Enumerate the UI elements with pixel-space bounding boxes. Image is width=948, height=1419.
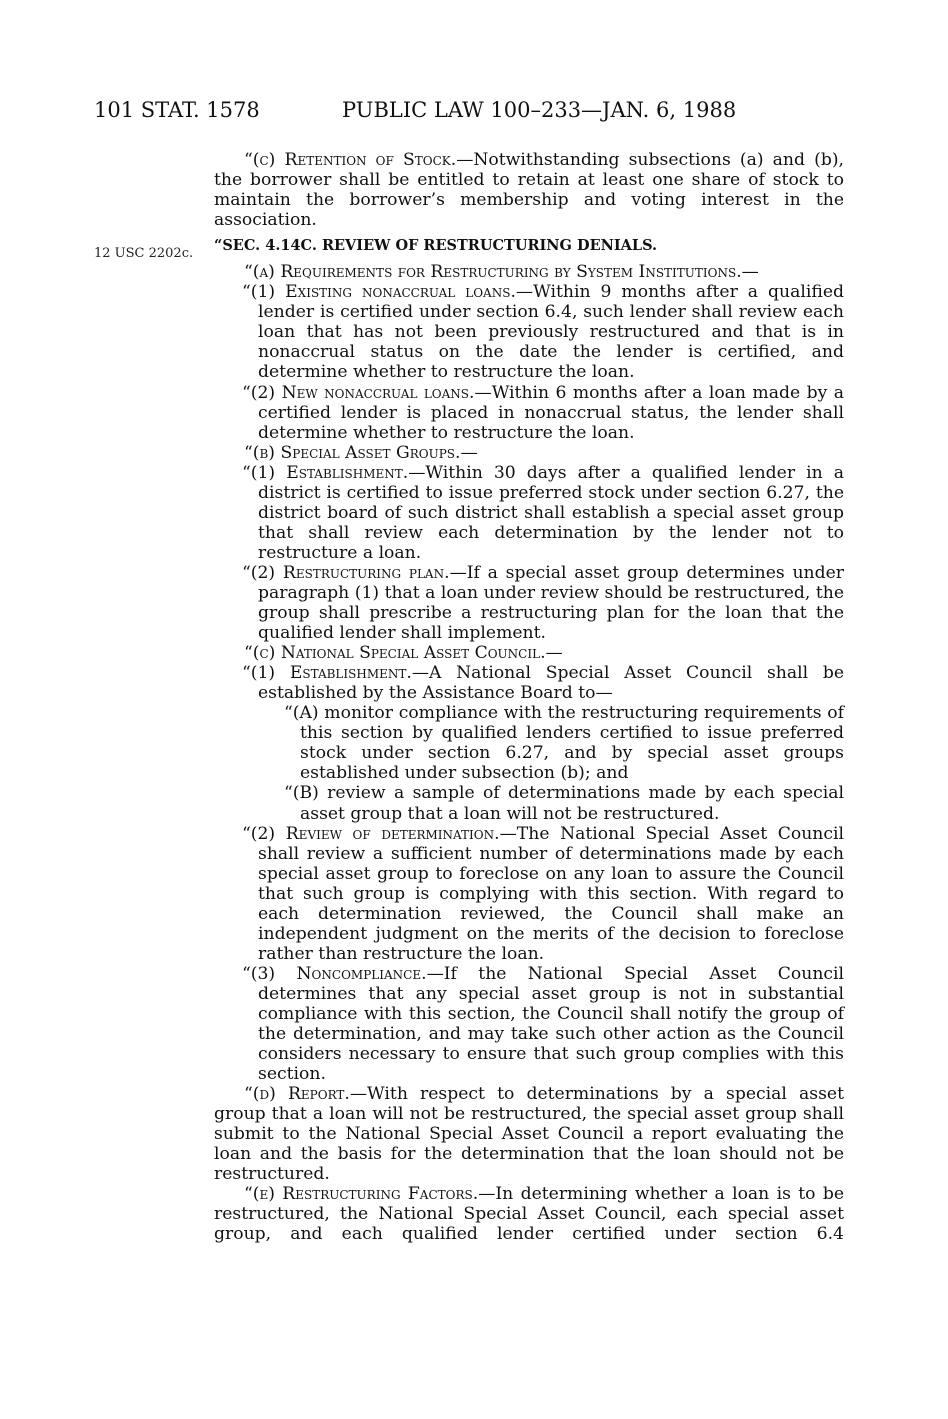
usc-margin-note: 12 USC 2202c. xyxy=(94,246,194,261)
paragraph-text: —The National Special Asset Council shall review a sufficient number of determinations made by each special asset group to foreclose on any loan to assure the Council that such group is complying with this section. With regard to each determination reviewed, the Council shall make an independent judgment on the merits of the decision to foreclose rather than restructure the loan. xyxy=(258,823,844,964)
paragraph-a2 xyxy=(214,383,844,443)
paragraph-text: —Within 30 days after a qualified lender in a district is certified to issue preferred stock under section 6.27, the district board of such district shall establish a special asset group that shall review each determination by the lender not to restructure a loan. xyxy=(258,462,845,563)
paragraph-c3 xyxy=(214,964,844,1084)
paragraph-label: “(1) Establishment. xyxy=(242,462,409,483)
paragraph-b2 xyxy=(214,563,844,643)
paragraph-text: —Within 9 months after a qualified lender is certified under section 6.4, such lender shall review each loan that has not been previously restructured and that is in nonaccrual status on the date the lender is certified, and determine whether to restructure the loan. xyxy=(258,282,844,383)
paragraph-text: —A National Special Asset Council shall be established by the Assistance Board to— xyxy=(258,663,844,704)
paragraph-label: “(2) Restructuring plan. xyxy=(242,562,450,583)
subsection-e-factors xyxy=(214,1184,844,1244)
paragraph-label: “(1) Existing nonaccrual loans. xyxy=(242,282,516,303)
paragraph-label: “(2) New nonaccrual loans. xyxy=(242,382,475,403)
subsection-label: “(c) National Special Asset Council.— xyxy=(244,643,563,664)
subsection-label: “(b) Special Asset Groups.— xyxy=(244,442,478,463)
paragraph-label: “(2) Review of determination. xyxy=(242,823,500,844)
paragraph-text: —If the National Special Asset Council determines that any special asset group is not in substantial compliance with this section, the Council shall notify the group of the determination, and may take such other action as the Council considers necessary to ensure that such group complies with this section. xyxy=(258,963,845,1085)
subsection-c-retention xyxy=(214,150,844,230)
paragraph-a1 xyxy=(214,282,844,382)
subsection-text: —Notwithstanding subsections (a) and (b), the borrower shall be entitled to retain at least one share of stock to maintain the borrower’s membership and voting interest in the association. xyxy=(214,150,844,231)
statute-page-number: 101 STAT. 1578 xyxy=(94,98,260,122)
subsection-label: “(e) Restructuring Factors. xyxy=(244,1184,479,1205)
subsection-d-report xyxy=(214,1084,844,1184)
subsection-label: “(a) Requirements for Restructuring by System Institutions.— xyxy=(244,262,759,283)
statute-body xyxy=(214,150,844,1245)
subsection-text: —In determining whether a loan is to be restructured, the National Special Asset Council, each special asset group, and each qualified lender certified under section 6.4 xyxy=(214,1184,844,1245)
subparagraph-cB: “(B) review a sample of determinations made by each special asset group that a loan will not be restructured. xyxy=(284,783,844,824)
subsection-c-heading xyxy=(214,643,844,663)
subparagraph-cA: “(A) monitor compliance with the restructuring requirements of this section by qualified lenders certified to issue preferred stock under section 6.27, and by special asset groups established under subsection (b); and xyxy=(284,703,844,784)
paragraph-label: “(1) Establishment. xyxy=(242,663,412,684)
paragraph-label: “(3) Noncompliance. xyxy=(242,963,427,984)
subsection-label: “(c) Retention of Stock. xyxy=(244,150,457,170)
paragraph-c2 xyxy=(214,824,844,964)
paragraph-b1 xyxy=(214,463,844,563)
paragraph-text: —If a special asset group determines under paragraph (1) that a loan under review should be restructured, the group shall prescribe a restructuring plan for the loan that the qualified lender shall implement. xyxy=(258,562,845,644)
paragraph-c1 xyxy=(214,663,844,703)
section-heading: “SEC. 4.14C. REVIEW OF RESTRUCTURING DENIALS. xyxy=(214,237,658,255)
paragraph-text: —Within 6 months after a loan made by a certified lender is placed in nonaccrual status, the lender shall determine whether to restructure the loan. xyxy=(258,382,844,443)
public-law-citation: PUBLIC LAW 100–233—JAN. 6, 1988 xyxy=(342,98,737,122)
subsection-text: —With respect to determinations by a special asset group that a loan will not be restructured, the special asset group shall submit to the National Special Asset Council a report evaluating the loan and the basis for the determination that the loan should not be restructured. xyxy=(214,1084,844,1185)
subsection-a-heading xyxy=(214,262,844,282)
subsection-label: “(d) Report. xyxy=(244,1084,350,1105)
subsection-b-heading xyxy=(214,443,844,463)
